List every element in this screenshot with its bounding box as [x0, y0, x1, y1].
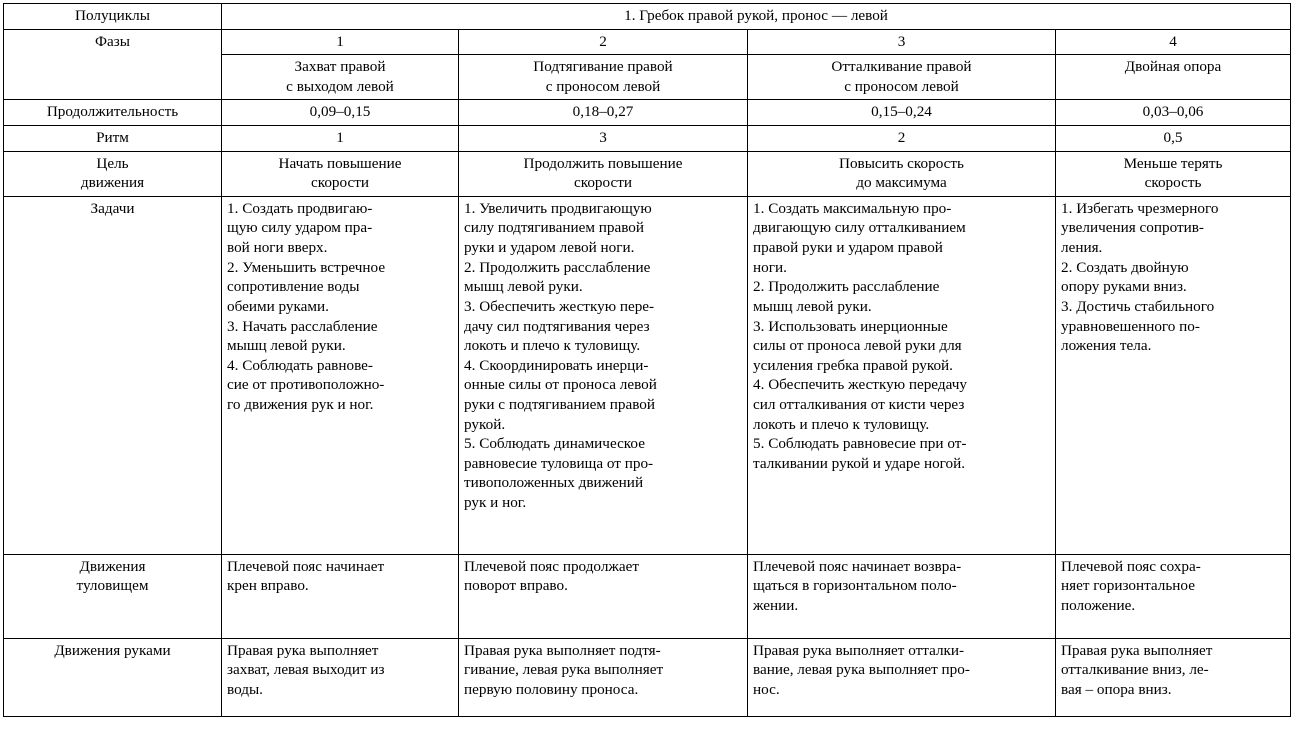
- arms-4-line-3: вая – опора вниз.: [1061, 681, 1172, 699]
- row-label-duration: Продолжительность: [4, 100, 222, 126]
- tasks-2-line-6: 3. Обеспечить жесткую пере-: [464, 297, 655, 315]
- goal-2-line2: скорости: [573, 174, 632, 192]
- goal-2-line1: Продолжить повышение: [523, 154, 683, 172]
- phase-name-2: [459, 55, 748, 100]
- torso-1-line-2: крен вправо.: [227, 577, 309, 595]
- duration-3: 0,15–0,24: [748, 100, 1056, 126]
- tasks-2-line-14: равновесие туловища от про-: [464, 454, 654, 472]
- tasks-2-line-9: 4. Скоординировать инерци-: [464, 356, 649, 374]
- rhythm-2: 3: [459, 126, 748, 152]
- table-row-torso-movements: [4, 554, 1291, 638]
- tasks-4-line-3: ления.: [1061, 239, 1103, 257]
- phase-name-2-line2: с проносом левой: [545, 77, 661, 95]
- phase-name-1-line1: Захват правой: [294, 58, 386, 76]
- phase-name-1: [222, 55, 459, 100]
- table-row-arm-movements: [4, 638, 1291, 716]
- arms-2-line-2: гивание, левая рука выполняет: [464, 661, 664, 679]
- tasks-2-line-7: дачу сил подтягивания через: [464, 317, 650, 335]
- torso-3-line-3: жении.: [753, 597, 799, 615]
- tasks-1-line-3: вой ноги вверх.: [227, 239, 328, 257]
- arms-column-4: [1056, 638, 1291, 716]
- arms-column-2: [459, 638, 748, 716]
- halfcycle-title: 1. Гребок правой рукой, пронос — левой: [222, 4, 1291, 30]
- tasks-3-line-13: 5. Соблюдать равновесие при от-: [753, 435, 967, 453]
- table-row-rhythm: [4, 126, 1291, 152]
- phase-name-3-line2: с проносом левой: [844, 77, 959, 95]
- tasks-3-line-11: сил отталкивания от кисти через: [753, 395, 965, 413]
- phase-name-4: Двойная опора: [1056, 55, 1291, 100]
- tasks-3-line-1: 1. Создать максимальную про-: [753, 199, 952, 217]
- table-row-halfcycles: [4, 4, 1291, 30]
- torso-4-line-3: положение.: [1061, 597, 1136, 615]
- goal-3: [748, 151, 1056, 196]
- tasks-1-line-11: го движения рук и ног.: [227, 395, 374, 413]
- goal-4: [1056, 151, 1291, 196]
- torso-3-line-2: щаться в горизонтальном поло-: [753, 577, 957, 595]
- goal-3-line1: Повысить скорость: [839, 154, 964, 172]
- row-label-torso: [4, 554, 222, 638]
- arms-4-line-1: Правая рука выполняет: [1061, 641, 1213, 659]
- tasks-4-line-2: увеличения сопротив-: [1061, 219, 1204, 237]
- row-label-tasks: Задачи: [4, 196, 222, 554]
- tasks-column-2: [459, 196, 748, 554]
- tasks-3-line-12: локоть и плечо к туловищу.: [753, 415, 930, 433]
- phase-name-2-line1: Подтягивание правой: [533, 58, 673, 76]
- table-row-tasks: [4, 196, 1291, 554]
- row-label-rhythm: Ритм: [4, 126, 222, 152]
- tasks-3-line-5: 2. Продолжить расслабление: [753, 278, 940, 296]
- tasks-4-line-5: опору руками вниз.: [1061, 278, 1187, 296]
- arms-3-line-3: нос.: [753, 681, 780, 699]
- arms-3-line-2: вание, левая рука выполняет про-: [753, 661, 970, 679]
- torso-2-line-2: поворот вправо.: [464, 577, 568, 595]
- tasks-1-line-2: щую силу ударом пра-: [227, 219, 373, 237]
- goal-3-line2: до максимума: [856, 174, 947, 192]
- torso-3-line-1: Плечевой пояс начинает возвра-: [753, 557, 962, 575]
- goal-1: [222, 151, 459, 196]
- tasks-3-line-10: 4. Обеспечить жесткую передачу: [753, 376, 967, 394]
- row-label-goal-line2: движения: [80, 174, 145, 192]
- torso-2-line-1: Плечевой пояс продолжает: [464, 557, 640, 575]
- arms-column-1: [222, 638, 459, 716]
- phase-name-1-line2: с выходом левой: [286, 77, 394, 95]
- tasks-3-line-9: усиления гребка правой рукой.: [753, 356, 953, 374]
- tasks-1-line-4: 2. Уменьшить встречное: [227, 258, 386, 276]
- rhythm-3: 2: [748, 126, 1056, 152]
- phase-number-2: 2: [459, 29, 748, 55]
- tasks-3-line-14: талкивании рукой и ударе ногой.: [753, 454, 966, 472]
- goal-4-line2: скорость: [1144, 174, 1202, 192]
- tasks-4-line-6: 3. Достичь стабильного: [1061, 297, 1215, 315]
- tasks-column-4: [1056, 196, 1291, 554]
- torso-column-2: [459, 554, 748, 638]
- tasks-1-line-8: мышц левой руки.: [227, 337, 346, 355]
- tasks-2-line-1: 1. Увеличить продвигающую: [464, 199, 652, 217]
- goal-1-line1: Начать повышение: [278, 154, 402, 172]
- torso-column-4: [1056, 554, 1291, 638]
- arms-2-line-3: первую половину проноса.: [464, 681, 639, 699]
- tasks-2-line-13: 5. Соблюдать динамическое: [464, 435, 645, 453]
- arms-column-3: [748, 638, 1056, 716]
- phase-number-1: 1: [222, 29, 459, 55]
- row-label-torso-line2: туловищем: [76, 577, 149, 595]
- tasks-2-line-4: 2. Продолжить расслабление: [464, 258, 651, 276]
- tasks-1-line-7: 3. Начать расслабление: [227, 317, 378, 335]
- arms-3-line-1: Правая рука выполняет отталки-: [753, 641, 965, 659]
- tasks-2-line-5: мышц левой руки.: [464, 278, 583, 296]
- duration-4: 0,03–0,06: [1056, 100, 1291, 126]
- tasks-4-line-8: ложения тела.: [1061, 337, 1152, 355]
- tasks-2-line-11: руки с подтягиванием правой: [464, 395, 655, 413]
- tasks-2-line-15: тивоположенных движений: [464, 474, 644, 492]
- row-label-goal: [4, 151, 222, 196]
- phase-name-3-line1: Отталкивание правой: [831, 58, 972, 76]
- row-label-torso-line1: Движения: [79, 557, 146, 575]
- arms-1-line-3: воды.: [227, 681, 263, 699]
- rhythm-4: 0,5: [1056, 126, 1291, 152]
- tasks-1-line-5: сопротивление воды: [227, 278, 360, 296]
- tasks-2-line-10: онные силы от проноса левой: [464, 376, 657, 394]
- phase-name-3: [748, 55, 1056, 100]
- tasks-1-line-1: 1. Создать продвигаю-: [227, 199, 373, 217]
- tasks-4-line-4: 2. Создать двойную: [1061, 258, 1189, 276]
- row-label-goal-line1: Цель: [96, 154, 129, 172]
- torso-column-3: [748, 554, 1056, 638]
- torso-4-line-2: няет горизонтальное: [1061, 577, 1195, 595]
- torso-4-line-1: Плечевой пояс сохра-: [1061, 557, 1201, 575]
- goal-4-line1: Меньше терять: [1123, 154, 1223, 172]
- tasks-1-line-9: 4. Соблюдать равнове-: [227, 356, 373, 374]
- tasks-3-line-3: правой руки и ударом правой: [753, 239, 943, 257]
- tasks-2-line-12: рукой.: [464, 415, 506, 433]
- table-row-duration: [4, 100, 1291, 126]
- goal-2: [459, 151, 748, 196]
- arms-4-line-2: отталкивание вниз, ле-: [1061, 661, 1209, 679]
- table-row-goal: [4, 151, 1291, 196]
- tasks-column-1: [222, 196, 459, 554]
- duration-2: 0,18–0,27: [459, 100, 748, 126]
- tasks-4-line-7: уравновешенного по-: [1061, 317, 1200, 335]
- tasks-4-line-1: 1. Избегать чрезмерного: [1061, 199, 1219, 217]
- tasks-2-line-8: локоть и плечо к туловищу.: [464, 337, 641, 355]
- row-label-arms: Движения руками: [4, 638, 222, 716]
- tasks-1-line-10: сие от противоположно-: [227, 376, 385, 394]
- torso-1-line-1: Плечевой пояс начинает: [227, 557, 385, 575]
- tasks-1-line-6: обеими руками.: [227, 297, 329, 315]
- table-row-phase-numbers: [4, 29, 1291, 55]
- tasks-2-line-3: руки и ударом левой ноги.: [464, 239, 635, 257]
- arms-1-line-1: Правая рука выполняет: [227, 641, 379, 659]
- tasks-3-line-4: ноги.: [753, 258, 787, 276]
- rhythm-1: 1: [222, 126, 459, 152]
- tasks-2-line-2: силу подтягиванием правой: [464, 219, 644, 237]
- duration-1: 0,09–0,15: [222, 100, 459, 126]
- row-label-phases: Фазы: [4, 29, 222, 100]
- tasks-column-3: [748, 196, 1056, 554]
- tasks-3-line-8: силы от проноса левой руки для: [753, 337, 962, 355]
- swimming-phase-analysis-table: [3, 3, 1291, 717]
- tasks-3-line-6: мышц левой руки.: [753, 297, 872, 315]
- arms-1-line-2: захват, левая выходит из: [227, 661, 385, 679]
- torso-column-1: [222, 554, 459, 638]
- phase-number-3: 3: [748, 29, 1056, 55]
- tasks-3-line-7: 3. Использовать инерционные: [753, 317, 948, 335]
- row-label-halfcycles: Полуциклы: [4, 4, 222, 30]
- phase-number-4: 4: [1056, 29, 1291, 55]
- arms-2-line-1: Правая рука выполняет подтя-: [464, 641, 661, 659]
- tasks-3-line-2: двигающую силу отталкиванием: [753, 219, 966, 237]
- goal-1-line2: скорости: [310, 174, 369, 192]
- tasks-2-line-16: рук и ног.: [464, 494, 527, 512]
